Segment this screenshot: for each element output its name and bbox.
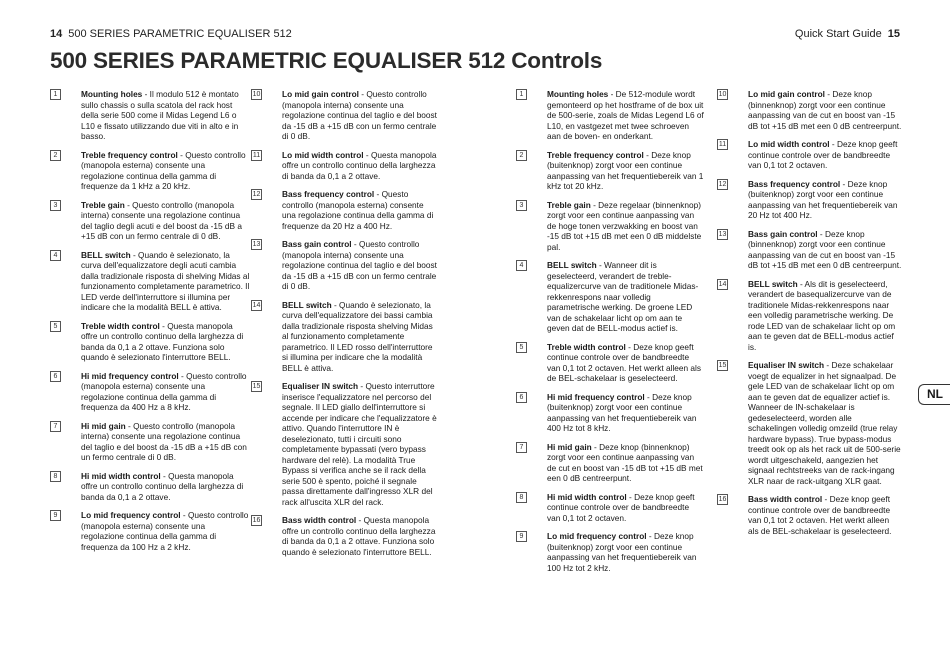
control-text: - Deze knop geeft continue controle over de bandbreedte van 0,1 tot 2 octaven. <box>547 491 695 523</box>
control-description <box>516 492 704 524</box>
control-text: - Questo controllo (manopola esterna) consente una regolazione continua della gamma di frequenze da 20 Hz a 400 Hz. <box>282 189 434 231</box>
control-description <box>251 300 439 374</box>
item-number-badge: 14 <box>252 301 261 309</box>
item-number-badge: 11 <box>718 141 727 148</box>
right-page-number: 15 <box>887 28 900 40</box>
control-label: Mounting holes <box>547 89 609 99</box>
control-label: BELL switch <box>547 260 597 270</box>
control-description <box>717 360 902 486</box>
item-number-badge: 1 <box>50 89 61 100</box>
item-number-badge: 8 <box>50 471 61 482</box>
control-label: Bass width control <box>748 494 823 504</box>
control-description <box>251 189 439 231</box>
page-title: 500 SERIES PARAMETRIC EQUALISER 512 Controls <box>50 48 603 73</box>
control-description <box>717 139 902 171</box>
item-number-badge: 13 <box>718 230 727 238</box>
item-number-badge: 6 <box>516 392 527 403</box>
item-number-badge: 2 <box>516 150 527 161</box>
item-number-badge: 15 <box>252 383 261 390</box>
control-text: - Questo controllo (manopola interna) consente una regolazione continua del taglio degli acuti e del boost da -15 dB a +15 dB con un fermo centrale di 0 dB. <box>81 199 242 241</box>
control-description <box>50 371 250 413</box>
left-page-number: 14 <box>50 28 63 40</box>
control-text: - Questo interruttore inserisce l'equalizzatore nel percorso del segnale. Il LED giallo dell'interruttore si accende per indicare che l'equalizzatore è attivo. Quando l'interruttore IN è deselezionato, tutti i circuiti sono completamente bypassati (vero bypass hardware del relè). La modalità True Bypass si verifica anche se il rack della serie 500 è spento, poiché il segnale passa direttamente dall'ingresso XLR del rack all'uscita XLR del rack. <box>282 381 437 507</box>
control-label: Lo mid frequency control <box>81 510 181 520</box>
language-tab-nl: NL <box>918 384 950 405</box>
control-label: Equaliser IN switch <box>748 360 825 370</box>
control-text: - Questa manopola offre un controllo continuo della larghezza di banda da 0,1 a 2 ottave. Funziona solo quando è selezionato l'interruttore BELL. <box>81 320 244 362</box>
item-number-badge: 2 <box>50 150 61 161</box>
right-running-title: Quick Start Guide <box>794 28 882 40</box>
control-text: - Deze knop (buitenknop) zorgt voor een continue aanpassing van het frequentiebereik van 400 Hz tot 8 kHz. <box>547 391 697 433</box>
control-text: - Questo controllo (manopola interna) consente una regolazione continua del taglio e del boost da -15 dB a +15 dB con un fermo centrale di 0 dB. <box>81 420 247 462</box>
control-description <box>516 89 704 142</box>
control-label: Lo mid gain control <box>282 89 359 99</box>
control-label: Hi mid gain <box>81 420 126 431</box>
item-number-badge: 14 <box>718 280 727 288</box>
control-text: - Deze schakelaar voegt de equalizer in het signaalpad. De gele LED van de schakelaar licht op om aan te geven dat de equalizer actief is. Wanneer de IN-schakelaar is gedeselecteerd, worden alle schakelingen volledig omzeild (true relay hardware bypass). True bypass-modus treedt ook op als het rack uit de 500-serie wordt uitgeschakeld, aangezien het signaal rechtstreeks van de rack-ingang XLR naar de rack-uitgang XLR gaat. <box>748 360 901 486</box>
control-description <box>50 321 250 363</box>
control-label: Equaliser IN switch <box>282 381 359 391</box>
control-text: - Deze knop (binnenknop) zorgt voor een continue aanpassing van de cut en boost van -15 dB tot +15 dB met een 0 dB centreerpunt. <box>748 228 902 270</box>
control-text: - Als dit is geselecteerd, verandert de basequalizercurve van de traditionele Midas-rekkenrespons naar een volledig parametrische werking. De rode LED van de schakelaar licht op om aan te geven dat de BELL-modus actief is. <box>748 278 896 352</box>
control-description <box>251 89 439 142</box>
control-label: Hi mid width control <box>547 491 627 502</box>
control-label: Lo mid gain control <box>748 89 825 99</box>
control-text: - Questo controllo (manopola interna) consente una regolazione continua del taglio e del boost da -15 dB a +15 dB con un fermo centrale di 0 dB. <box>282 89 437 141</box>
control-label: Hi mid frequency control <box>547 391 645 402</box>
control-label: Hi mid frequency control <box>81 370 179 381</box>
control-label: Bass frequency control <box>282 189 375 199</box>
control-text: - Deze knop geeft continue controle over de bandbreedte van 0,1 tot 2 octaven. <box>748 139 898 170</box>
item-number-badge: 4 <box>516 260 527 271</box>
control-description <box>516 531 704 573</box>
control-label: Bass frequency control <box>748 178 841 189</box>
column-dutch-2 <box>717 89 902 544</box>
control-label: Bass gain control <box>748 228 818 239</box>
control-text: - Questa manopola offre un controllo continuo della larghezza di banda da 0,1 a 2 ottave. Funziona solo quando è selezionato l'interruttore BELL. <box>282 515 436 557</box>
control-label: Lo mid frequency control <box>547 531 647 541</box>
item-number-badge: 10 <box>252 91 261 98</box>
left-page-header <box>50 28 292 40</box>
item-number-badge: 5 <box>516 342 527 353</box>
item-number-badge: 1 <box>516 89 527 100</box>
item-number-badge: 9 <box>50 510 61 521</box>
item-number-badge: 4 <box>50 250 61 261</box>
control-description <box>717 494 902 536</box>
column-italian-1 <box>50 89 250 560</box>
item-number-badge: 13 <box>252 241 261 248</box>
control-label: Mounting holes <box>81 89 143 99</box>
control-text: - Quando è selezionato, la curva dell'equalizzatore dei bassi cambia dalla tradizionale risposta shelving Midas al funzionamento completamente parametrico. Il LED rosso dell'interruttore si illumina per indicare che la modalità BELL è attiva. <box>282 299 433 373</box>
control-text: - Questa manopola offre un controllo continuo della larghezza di banda da 0,1 a 2 ottave. <box>81 470 244 502</box>
control-text: - Questo controllo (manopola interna) consente una regolazione continua del taglio e del boost da -15 dB a +15 dB con un fermo centrale di 0 dB. <box>282 239 437 291</box>
item-number-badge: 12 <box>718 180 727 188</box>
control-description <box>50 200 250 242</box>
control-description <box>516 260 704 334</box>
control-label: Treble frequency control <box>81 149 178 160</box>
item-number-badge: 11 <box>252 151 261 159</box>
control-label: Treble width control <box>81 320 160 331</box>
control-text: - Deze knop geeft continue controle over de bandbreedte van 0,1 tot 2 octaven. Het werkt alleen als de BEL-schakelaar is geselecteerd. <box>748 494 892 536</box>
control-description <box>516 392 704 434</box>
item-number-badge: 9 <box>516 531 527 542</box>
control-text: - Questo controllo (manopola esterna) consente una regolazione continua della gamma di frequenza da 100 Hz a 2 kHz. <box>81 510 249 552</box>
control-description <box>50 471 250 503</box>
control-label: Hi mid gain <box>547 441 592 452</box>
control-description <box>50 89 250 142</box>
control-label: Treble gain <box>81 199 125 210</box>
control-label: Hi mid width control <box>81 470 161 481</box>
control-label: BELL switch <box>282 299 332 310</box>
control-description <box>717 279 902 353</box>
control-text: - Questo controllo (manopola esterna) consente una regolazione continua della gamma di frequenza da 400 Hz a 8 kHz. <box>81 370 247 412</box>
control-description <box>251 239 439 292</box>
item-number-badge: 3 <box>516 200 527 211</box>
control-label: Lo mid width control <box>748 139 830 149</box>
control-description <box>251 515 439 557</box>
control-text: - Il modulo 512 è montato sullo chassis o sulla scatola del rack host della serie 500 come il Midas Legend L6 o L10 e fissato utilizzando due viti in alto e in basso. <box>81 89 239 141</box>
item-number-badge: 7 <box>50 421 61 432</box>
item-number-badge: 7 <box>516 442 527 453</box>
item-number-badge: 10 <box>718 91 727 98</box>
control-description <box>251 381 439 507</box>
control-label: Treble frequency control <box>547 149 644 160</box>
item-number-badge: 5 <box>50 321 61 332</box>
control-label: Bass width control <box>282 515 357 525</box>
control-description <box>717 229 902 271</box>
control-text: - Deze regelaar (binnenknop) zorgt voor een continue aanpassing van de hoge tonen verzwakking en boost van -15 dB tot +15 dB met een 0 dB middelste pal. <box>547 199 702 252</box>
control-text: - Deze knop (buitenknop) zorgt voor een continue aanpassing van het frequentiebereik van 100 Hz tot 2 kHz. <box>547 531 697 573</box>
control-label: Bass gain control <box>282 239 352 249</box>
control-description <box>717 179 902 221</box>
item-number-badge: 15 <box>718 362 727 369</box>
control-text: - Deze knop (buitenknop) zorgt voor een continue aanpassing van het frequentiebereik van 1 kHz tot 20 kHz. <box>547 149 704 191</box>
control-text: - De 512-module wordt gemonteerd op het hostframe of de box uit de 500-serie, zoals de Midas Legend L6 of L10, en vastgezet met twee schroeven aan de boven- en onderkant. <box>547 89 704 141</box>
control-label: BELL switch <box>748 278 798 289</box>
control-description <box>717 89 902 131</box>
control-text: - Questo controllo (manopola esterna) consente una regolazione continua della gamma di frequenze da 1 kHz a 20 kHz. <box>81 149 246 191</box>
control-description <box>50 510 250 552</box>
control-text: - Questa manopola offre un controllo continuo della larghezza di banda da 0,1 a 2 ottave. <box>282 149 437 181</box>
control-text: - Wanneer dit is geselecteerd, verandert de treble-equalizercurve van de traditionele Midas-rekkenrespons naar volledig parametrische werking. De groene LED van de schakelaar licht op om aan te geven dat de BELL-modus actief is. <box>547 260 699 333</box>
control-label: Lo mid width control <box>282 149 364 160</box>
control-label: Treble width control <box>547 341 626 352</box>
left-running-title: 500 SERIES PARAMETRIC EQUALISER 512 <box>68 28 292 40</box>
right-page-header <box>795 28 900 40</box>
item-number-badge: 6 <box>50 371 61 382</box>
control-text: - Deze knop (binnenknop) zorgt voor een continue aanpassing van de cut en boost van -15 dB tot +15 dB met een 0 dB centreerpunt. <box>748 89 902 131</box>
item-number-badge: 12 <box>252 191 261 198</box>
control-text: - Deze knop (binnenknop) zorgt voor een continue aanpassing van de cut en boost van -15 dB tot +15 dB met een 0 dB centreerpunt. <box>547 441 703 483</box>
item-number-badge: 3 <box>50 200 61 211</box>
control-description <box>516 342 704 384</box>
control-text: - Deze knop (buitenknop) zorgt voor een continue aanpassing van het frequentiebereik van 20 Hz tot 400 Hz. <box>748 178 898 220</box>
control-label: BELL switch <box>81 249 131 260</box>
item-number-badge: 16 <box>718 496 727 503</box>
control-label: Treble gain <box>547 199 591 210</box>
control-text: - Quando è selezionato, la curva dell'equalizzatore degli acuti cambia dalla tradizionale risposta di shelving Midas al funzionamento completamente parametrico. Il LED verde dell'interruttore si illumina per indicare che la modalità BELL è attiva. <box>81 249 250 312</box>
control-description <box>516 200 704 253</box>
item-number-badge: 8 <box>516 492 527 503</box>
control-description <box>50 250 250 313</box>
control-text: - Deze knop geeft continue controle over de bandbreedte van 0,1 tot 2 octaven. Het werkt alleen als de BEL-schakelaar is geselecteerd. <box>547 341 702 383</box>
control-description <box>251 150 439 182</box>
column-italian-2 <box>251 89 439 565</box>
column-dutch-1 <box>516 89 704 581</box>
control-description <box>516 442 704 484</box>
control-description <box>50 421 250 463</box>
item-number-badge: 16 <box>252 517 261 524</box>
control-description <box>50 150 250 192</box>
control-description <box>516 150 704 192</box>
